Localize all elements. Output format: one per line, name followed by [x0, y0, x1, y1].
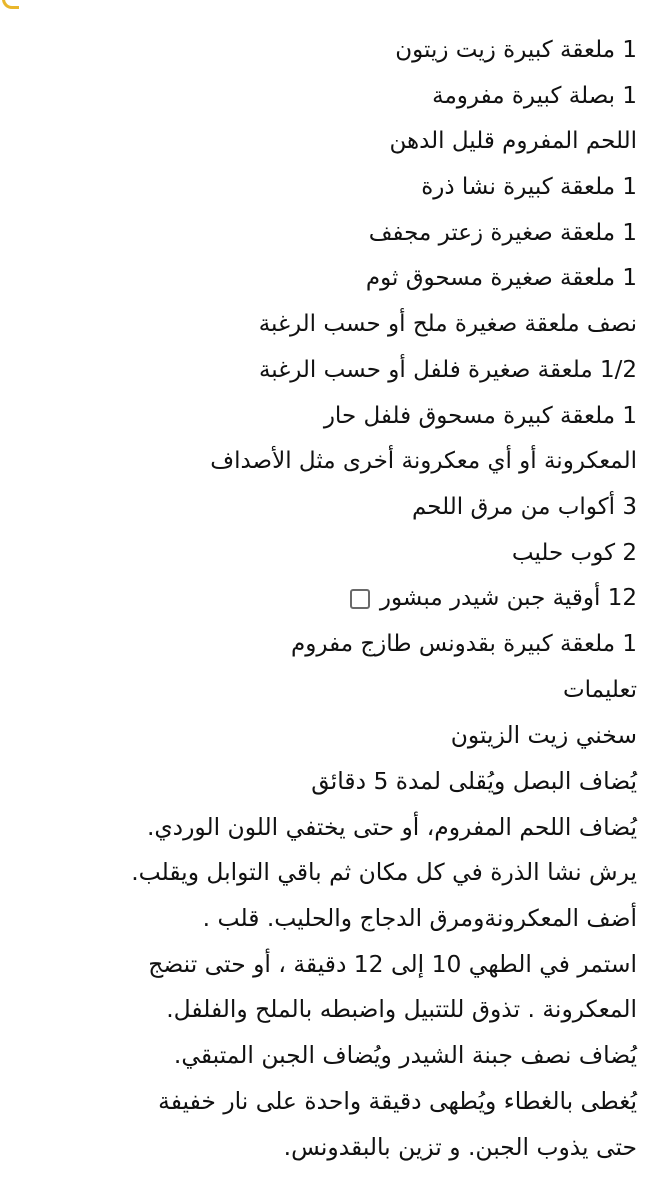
- instruction-line: يُغطى بالغطاء ويُطهى دقيقة واحدة على نار خفيفة: [158, 1086, 637, 1115]
- ingredient-line: 1 ملعقة كبيرة مسحوق فلفل حار: [323, 402, 637, 429]
- checklist-label: 12 أوقية جبن شيدر مبشور: [379, 585, 637, 612]
- instruction-line: سخني زيت الزيتون: [450, 721, 637, 750]
- ingredient-line: 1 ملعقة صغيرة زعتر مجفف: [368, 219, 637, 246]
- ingredient-line: 1/2 ملعقة صغيرة فلفل أو حسب الرغبة: [258, 356, 637, 383]
- instructions-heading: تعليمات: [562, 676, 637, 703]
- ingredient-line: 1 بصلة كبيرة مفرومة: [432, 82, 637, 109]
- ingredient-line: المعكرونة أو أي معكرونة أخرى مثل الأصداف: [210, 448, 637, 475]
- ingredient-line: 2 كوب حليب: [511, 539, 637, 566]
- ingredient-line: اللحم المفروم قليل الدهن: [389, 128, 637, 155]
- instruction-line: حتى يذوب الجبن. و تزين بالبقدونس.: [283, 1132, 637, 1161]
- instruction-line: أضف المعكرونةومرق الدجاج والحليب. قلب .: [202, 904, 637, 933]
- instruction-line: يُضاف البصل ويُقلى لمدة 5 دقائق: [311, 767, 637, 795]
- ingredient-line: 1 ملعقة كبيرة بقدونس طازج مفروم: [291, 630, 637, 657]
- checklist-row[interactable]: [10, 576, 637, 622]
- instruction-line: يُضاف اللحم المفروم، أو حتى يختفي اللون الوردي.: [146, 812, 637, 841]
- instruction-line: المعكرونة . تذوق للتتبيل واضبطه بالملح والفلفل.: [166, 995, 637, 1024]
- instruction-line: استمر في الطهي 10 إلى 12 دقيقة ، أو حتى تنضج: [148, 949, 637, 978]
- ingredient-line: نصف ملعقة صغيرة ملح أو حسب الرغبة: [258, 311, 637, 338]
- checkbox[interactable]: [350, 589, 370, 609]
- ingredient-line: 1 ملعقة صغيرة مسحوق ثوم: [365, 265, 637, 292]
- instructions-list: [10, 713, 637, 1170]
- ingredient-line: 3 أكواب من مرق اللحم: [412, 493, 637, 520]
- ingredient-line: 1 ملعقة كبيرة نشا ذرة: [421, 174, 637, 201]
- instruction-line: يرش نشا الذرة في كل مكان ثم باقي التوابل ويقلب.: [131, 858, 637, 887]
- corner-accent: [2, 0, 19, 9]
- ingredient-line: 1 ملعقة كبيرة زيت زيتون: [395, 37, 637, 63]
- instruction-line: يُضاف نصف جبنة الشيدر ويُضاف الجبن المتبقي.: [173, 1041, 637, 1070]
- note-body: [10, 28, 637, 1170]
